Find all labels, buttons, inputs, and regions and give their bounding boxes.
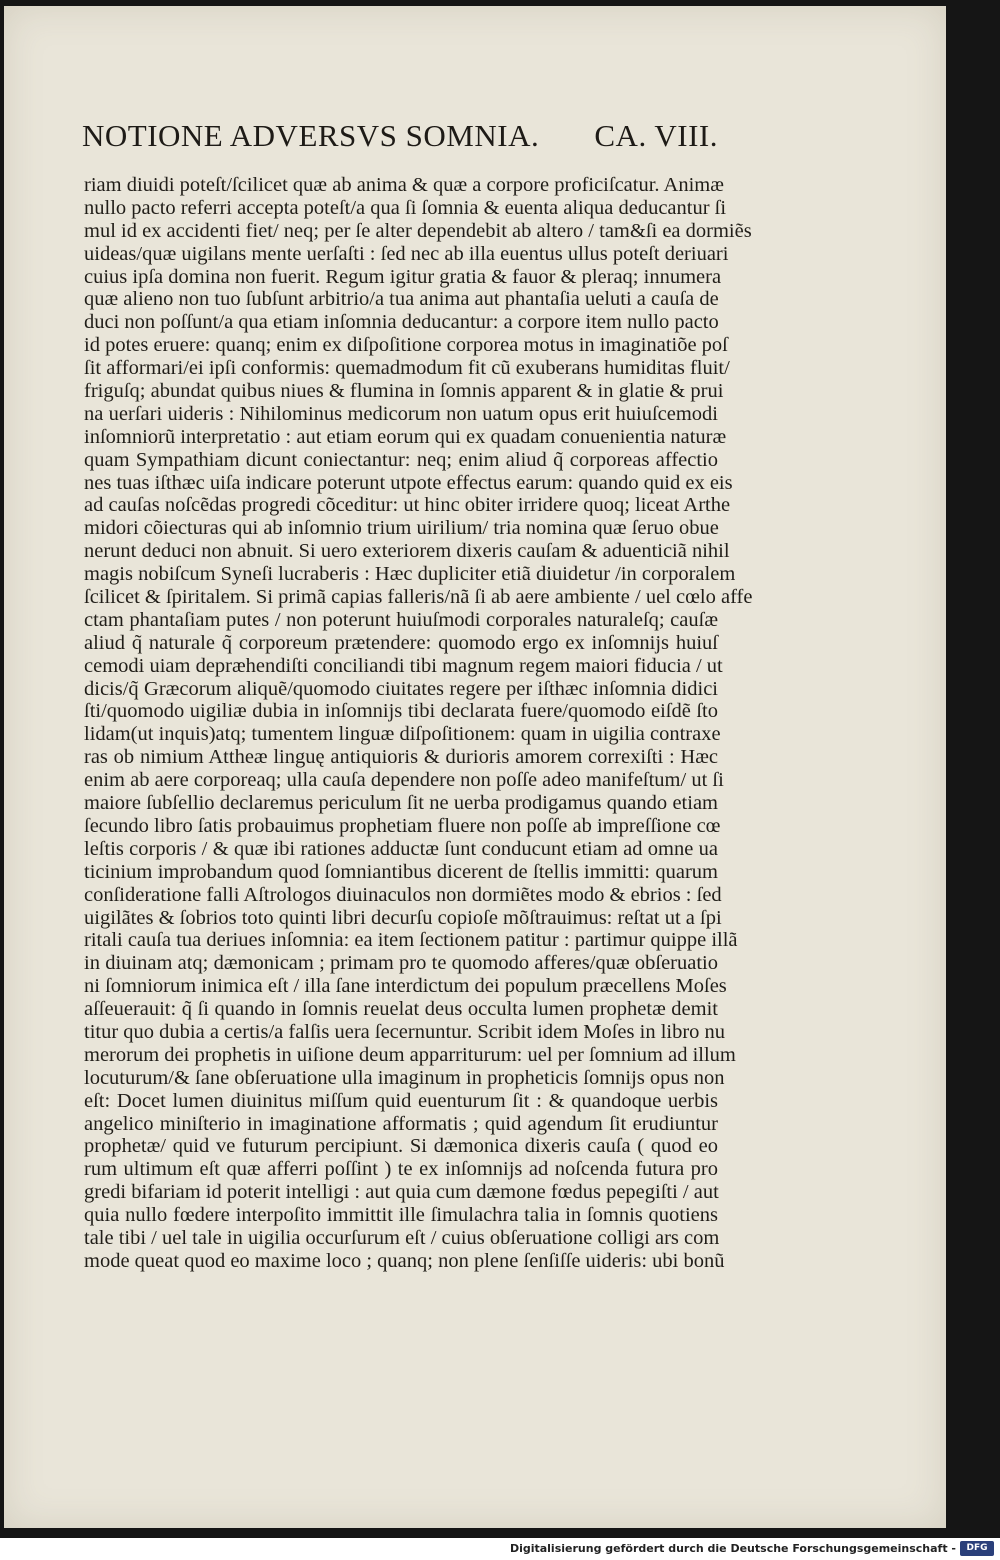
text-line: ritali cauſa tua deriues inſomnia: ea item ſectionem patitur : partimur quippe illã <box>84 929 738 952</box>
text-line: cuius ipſa domina non fuerit. Regum igitur gratia & fauor & pleraq; innumera <box>84 265 722 288</box>
text-line: inſomniorũ interpretatio : aut etiam eorum qui ex quadam conuenientia naturæ <box>84 425 727 448</box>
text-line: ni ſomniorum inimica eſt / illa ſane interdictum dei populum præcellens Moſes <box>84 975 727 998</box>
page-header <box>82 118 718 174</box>
text-line: ticinium improbandum quod ſomniantibus dicerent de ſtellis immitti: quarum <box>84 860 718 883</box>
text-line: quia nullo fœdere interpoſito immittit ille ſimulachra talia in ſomnis quotiens <box>84 1204 718 1227</box>
footer-bar <box>0 1538 1000 1560</box>
text-line: gredi bifariam id poterit intelligi : aut quia cum dæmone fœdus pepegiſti / aut <box>84 1181 719 1204</box>
text-line: prophetæ/ quid ve futurum percipiunt. Si dæmonica dixeris cauſa ( quod eo <box>84 1135 718 1158</box>
text-line: titur quo dubia a certis/a falſis uera ſecernuntur. Scribit idem Moſes in libro nu <box>84 1020 726 1043</box>
text-line: uideas/quæ uigilans mente uerſaſti : ſed nec ab illa euentus ullus poteſt deriuari <box>84 242 729 265</box>
text-line: ſti/quomodo uigiliæ dubia in inſomnijs tibi declarata fuere/quomodo eiſdẽ ſto <box>84 700 718 723</box>
text-line: uigilãtes & ſobrios toto quinti libri decurſu copioſe mõſtrauimus: reſtat ut a ſpi <box>84 906 722 929</box>
text-line: merorum dei prophetis in uiſione deum apparriturum: uel per ſomnium ad illum <box>84 1043 736 1066</box>
text-line: dicis/q̃ Græcorum aliquẽ/quomodo ciuitates regere per iſthæc inſomnia didici <box>84 677 718 700</box>
text-line: ſit afformari/ei ipſi conformis: quemadmodum fit cũ exuberans humiditas fluit/ <box>84 357 730 380</box>
book-page <box>4 6 946 1528</box>
text-line: ctam phantaſiam putes / non poterunt huiuſmodi corporales naturaleſq; cauſæ <box>84 608 718 631</box>
text-line: lidam(ut inquis)atq; tumentem linguæ diſpoſitionem: quam in uigilia contraxe <box>84 723 721 746</box>
text-line: nerunt deduci non abnuit. Si uero exteriorem dixeris cauſam & aduenticiã nihil <box>84 540 730 563</box>
text-line: rum ultimum eſt quæ afferri poſſint ) te ex inſomnijs ad noſcenda futura pro <box>84 1158 718 1181</box>
text-line: angelico miniſterio in imaginatione afformatis ; quid agendum ſit erudiuntur <box>84 1112 718 1135</box>
funding-credit: Digitalisierung gefördert durch die Deutsche Forschungsgemeinschaft - <box>509 1542 956 1555</box>
text-line: nullo pacto referri accepta poteſt/a qua ſi ſomnia & euenta aliqua deducantur ſi <box>84 196 727 219</box>
text-line: locuturum/& ſane obſeruatione ulla imaginum in propheticis ſomnijs opus non <box>84 1066 725 1089</box>
text-line: enim ab aere corporeaq; ulla cauſa dependere non poſſe adeo manifeſtum/ ut ſi <box>84 769 724 792</box>
text-line: na uerſari uideris : Nihilominus medicorum non uatum opus erit huiuſcemodi <box>84 402 718 425</box>
text-line: friguſq; abundat quibus niues & flumina in ſomnis apparent & in glatie & prui <box>84 380 724 403</box>
text-line: in diuinam atq; dæmonicam ; primam pro te quomodo afferes/quæ obſeruatio <box>84 952 718 975</box>
dfg-logo: DFG <box>960 1541 994 1556</box>
chapter-number: CA. VIII. <box>594 118 718 153</box>
text-line: ad cauſas noſcẽdas progredi cõceditur: ut hinc obiter irridere quoq; liceat Arthe <box>84 494 731 517</box>
text-line: mul id ex accidenti fiet/ neq; per ſe alter dependebit ab altero / tam&ſi ea dormiẽs <box>84 219 752 242</box>
text-line: nes tuas iſthæc uiſa indicare poterunt utpote effectus earum: quando quid ex eis <box>84 471 733 494</box>
text-line: mode queat quod eo maxime loco ; quanq; non plene ſenſiſſe uideris: ubi bonũ <box>84 1249 725 1272</box>
text-line: cemodi uiam depræhendiſti conciliandi tibi magnum regem maiori fiducia / ut <box>84 654 723 677</box>
running-head: NOTIONE ADVERSVS SOMNIA. <box>82 118 540 153</box>
text-line: ſcilicet & ſpiritalem. Si primã capias falleris/nã ſi ab aere ambiente / uel cœlo affe <box>84 586 753 609</box>
text-line: maiore ſubſellio declaremus periculum ſit ne uerba prodigamus quando etiam <box>84 792 718 815</box>
text-line: quam Sympathiam dicunt coniectantur: neq; enim aliud q̃ corporeas affectio <box>84 448 718 471</box>
text-line: id potes eruere: quanq; enim ex diſpoſitione corporea motus in imaginatiõe poſ <box>84 334 728 357</box>
text-line: ſecundo libro ſatis probauimus prophetiam fluere non poſſe ab impreſſione cœ <box>84 814 721 837</box>
text-line: midori cõiecturas qui ab inſomnio trium uirilium/ tria nomina quæ ſeruo obue <box>84 517 719 540</box>
text-line: quæ alieno non tuo ſubſunt arbitrio/a tua anima aut phantaſia ueluti a cauſa de <box>84 288 719 311</box>
text-line: conſideratione falli Aſtrologos diuinaculos non dormiẽtes modo & ebrios : ſed <box>84 883 722 906</box>
text-line: duci non poſſunt/a qua etiam inſomnia deducantur: a corpore item nullo pacto <box>84 311 719 334</box>
text-line: leſtis corporis / & quæ ibi rationes adductæ ſunt conducunt etiam ad omne ua <box>84 837 718 860</box>
text-line: riam diuidi poteſt/ſcilicet quæ ab anima & quæ a corpore proficiſcatur. Animæ <box>84 174 724 196</box>
text-line: ras ob nimium Attheæ linguę antiquioris & durioris amorem correxiſti : Hæc <box>84 746 718 769</box>
text-line: aliud q̃ naturale q̃ corporeum prætendere: quomodo ergo ex inſomnijs huiuſ <box>84 631 718 654</box>
text-line: magis nobiſcum Syneſi lucraberis : Hæc dupliciter etiã diuidetur /in corporalem <box>84 563 736 586</box>
body-text <box>84 174 753 1273</box>
text-line: eſt: Docet lumen diuinitus miſſum quid euenturum ſit : & quandoque uerbis <box>84 1089 718 1112</box>
text-line: aſſeuerauit: q̃ ſi quando in ſomnis reuelat deus occulta lumen prophetæ demit <box>84 998 718 1021</box>
text-line: tale tibi / uel tale in uigilia occurſurum eſt / cuius obſeruatione colligi ars com <box>84 1226 720 1249</box>
